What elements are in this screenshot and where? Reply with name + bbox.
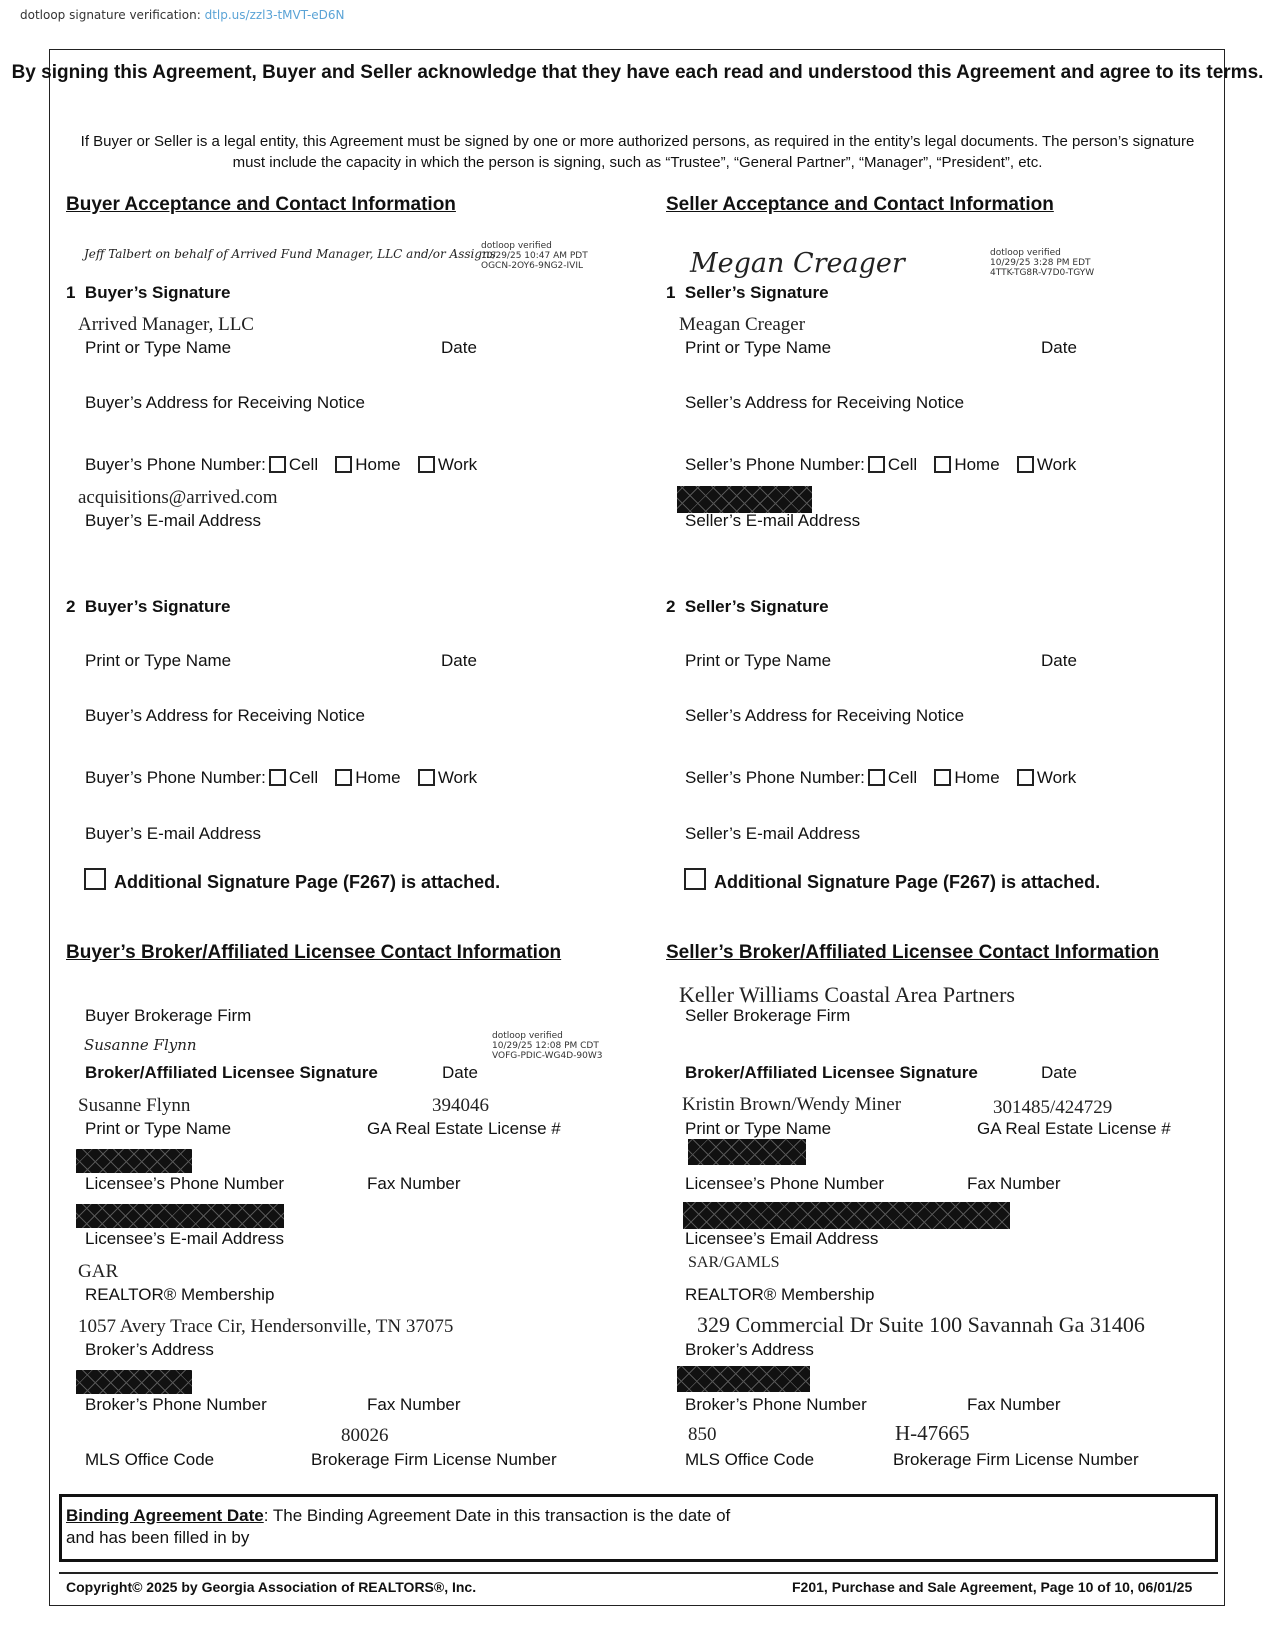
seller-additional-page-checkbox[interactable] — [684, 868, 706, 890]
seller1-signature-line — [666, 283, 829, 303]
seller2-work-checkbox[interactable] — [1017, 769, 1034, 786]
buyer-broker-signature-label: Broker/Affiliated Licensee Signature — [85, 1063, 378, 1082]
buyer1-cell-checkbox[interactable] — [269, 456, 286, 473]
buyer2-home-label: Home — [355, 768, 401, 787]
footer-rule — [59, 1572, 1218, 1574]
buyer1-home-checkbox[interactable] — [335, 456, 352, 473]
buyer-licensee-fax-label: Fax Number — [367, 1174, 461, 1193]
buyer-additional-page-label: Additional Signature Page (F267) is attached. — [114, 872, 501, 892]
seller2-work-label: Work — [1036, 768, 1077, 787]
seller-firm-license-value[interactable]: H-47665 — [895, 1421, 970, 1445]
buyer1-date-label: Date — [441, 338, 477, 357]
seller2-phone-row — [685, 768, 1076, 788]
buyer1-signature-image: Jeff Talbert on behalf of Arrived Fund Manager, LLC and/or Assigns — [84, 247, 496, 261]
verification-link[interactable]: dtlp.us/zzl3-tMVT-eD6N — [204, 8, 345, 22]
binding-agreement-line2: and has been filled in by — [66, 1528, 250, 1547]
binding-agreement-text: : The Binding Agreement Date in this transaction is the date of — [263, 1506, 731, 1525]
seller1-cell-label: Cell — [887, 455, 918, 474]
buyer1-signature-label: Buyer’s Signature — [84, 283, 231, 302]
buyer2-email-label: Buyer’s E-mail Address — [85, 824, 262, 843]
seller1-printed-name[interactable]: Meagan Creager — [679, 314, 806, 335]
buyer-broker-print-name-label: Print or Type Name — [85, 1119, 232, 1138]
seller-realtor-membership-label: REALTOR® Membership — [685, 1285, 875, 1304]
buyer-broker-license-number[interactable]: 394046 — [432, 1095, 489, 1116]
seller-realtor-membership-value[interactable]: SAR/GAMLS — [688, 1254, 780, 1271]
footer-copyright: Copyright© 2025 by Georgia Association of REALTORS®, Inc. — [66, 1579, 477, 1595]
buyer-firm-license-label: Brokerage Firm License Number — [311, 1450, 557, 1469]
seller2-address-label: Seller’s Address for Receiving Notice — [685, 706, 965, 725]
seller-firm-license-label: Brokerage Firm License Number — [893, 1450, 1139, 1469]
buyer2-cell-label: Cell — [288, 768, 319, 787]
seller1-email-label: Seller’s E-mail Address — [685, 511, 861, 530]
buyer1-address-label: Buyer’s Address for Receiving Notice — [85, 393, 366, 412]
seller2-email-label: Seller’s E-mail Address — [685, 824, 861, 843]
seller1-signature-image: Megan Creager — [690, 248, 905, 279]
buyer2-signature-line — [66, 597, 230, 617]
buyer1-work-label: Work — [437, 455, 478, 474]
seller1-address-label: Seller’s Address for Receiving Notice — [685, 393, 965, 412]
buyer-additional-page-checkbox[interactable] — [84, 868, 106, 890]
buyer-broker-fax-label: Fax Number — [367, 1395, 461, 1414]
seller2-phone-label: Seller’s Phone Number: — [685, 768, 865, 787]
seller2-home-checkbox[interactable] — [934, 769, 951, 786]
buyer2-number: 2 — [66, 597, 76, 616]
binding-agreement-line1 — [66, 1506, 730, 1526]
buyer1-print-name-label: Print or Type Name — [85, 338, 232, 357]
seller2-date-label: Date — [1041, 651, 1077, 670]
buyer1-number: 1 — [66, 283, 76, 302]
verification-label: dotloop signature verification: — [20, 8, 201, 22]
buyer-mls-office-code-label: MLS Office Code — [85, 1450, 215, 1469]
buyer-broker-heading: Buyer’s Broker/Affiliated Licensee Contact Information — [66, 942, 562, 963]
seller-broker-print-name-label: Print or Type Name — [685, 1119, 832, 1138]
buyer2-address-label: Buyer’s Address for Receiving Notice — [85, 706, 366, 725]
buyer-broker-printed-name[interactable]: Susanne Flynn — [78, 1095, 191, 1116]
seller-broker-phone-redaction — [677, 1366, 810, 1392]
buyer-realtor-membership-value[interactable]: GAR — [78, 1261, 119, 1282]
seller-licensee-fax-label: Fax Number — [967, 1174, 1061, 1193]
buyer2-home-checkbox[interactable] — [335, 769, 352, 786]
buyer1-work-checkbox[interactable] — [418, 456, 435, 473]
seller1-phone-row — [685, 455, 1076, 475]
buyer2-signature-label: Buyer’s Signature — [84, 597, 231, 616]
seller-broker-signature-label: Broker/Affiliated Licensee Signature — [685, 1063, 978, 1082]
seller2-signature-label: Seller’s Signature — [684, 597, 829, 616]
seller-mls-office-code-label: MLS Office Code — [685, 1450, 815, 1469]
seller1-date-label: Date — [1041, 338, 1077, 357]
seller1-phone-label: Seller’s Phone Number: — [685, 455, 865, 474]
seller-brokerage-firm-value[interactable]: Keller Williams Coastal Area Partners — [679, 982, 1015, 1007]
seller-broker-printed-name[interactable]: Kristin Brown/Wendy Miner — [682, 1094, 902, 1115]
seller-broker-heading: Seller’s Broker/Affiliated Licensee Contact Information — [666, 942, 1160, 963]
seller-broker-address-value[interactable]: 329 Commercial Dr Suite 100 Savannah Ga 31406 — [697, 1312, 1145, 1337]
buyer1-home-label: Home — [355, 455, 401, 474]
buyer1-email-value[interactable]: acquisitions@arrived.com — [78, 487, 278, 508]
buyer-realtor-membership-label: REALTOR® Membership — [85, 1285, 275, 1304]
seller-brokerage-firm-label: Seller Brokerage Firm — [685, 1006, 851, 1025]
buyer-licensee-phone-label: Licensee’s Phone Number — [85, 1174, 285, 1193]
buyer2-work-label: Work — [437, 768, 478, 787]
buyer1-phone-row — [85, 455, 477, 475]
seller1-dotloop-stamp: dotloop verified 10/29/25 3:28 PM EDT 4TTK-TG8R-V7D0-TGYW — [990, 248, 1095, 278]
seller1-signature-label: Seller’s Signature — [684, 283, 829, 302]
seller-licensee-phone-redaction — [688, 1139, 806, 1165]
buyer-licensee-email-redaction — [76, 1204, 284, 1228]
seller1-print-name-label: Print or Type Name — [685, 338, 832, 357]
seller-mls-office-code-value[interactable]: 850 — [688, 1424, 717, 1445]
seller1-home-label: Home — [954, 455, 1000, 474]
agreement-title: By signing this Agreement, Buyer and Seller acknowledge that they have each read and understood this Agreement and agree to its terms. — [11, 62, 1264, 83]
seller-broker-address-label: Broker’s Address — [685, 1340, 814, 1359]
seller-additional-page-label: Additional Signature Page (F267) is attached. — [714, 872, 1101, 892]
buyer2-date-label: Date — [441, 651, 477, 670]
seller-section-heading: Seller Acceptance and Contact Information — [666, 194, 1054, 215]
seller-broker-fax-label: Fax Number — [967, 1395, 1061, 1414]
buyer-broker-license-label: GA Real Estate License # — [367, 1119, 561, 1138]
seller-broker-license-label: GA Real Estate License # — [977, 1119, 1171, 1138]
buyer2-print-name-label: Print or Type Name — [85, 651, 232, 670]
buyer-licensee-email-label: Licensee’s E-mail Address — [85, 1229, 285, 1248]
buyer1-email-label: Buyer’s E-mail Address — [85, 511, 262, 530]
seller-broker-license-number[interactable]: 301485/424729 — [993, 1097, 1113, 1118]
seller2-cell-label: Cell — [887, 768, 918, 787]
footer-form-id: F201, Purchase and Sale Agreement, Page 10 of 10, 06/01/25 — [792, 1579, 1193, 1595]
seller-licensee-email-label: Licensee’s Email Address — [685, 1229, 879, 1248]
seller1-cell-checkbox[interactable] — [868, 456, 885, 473]
buyer-broker-address-value[interactable]: 1057 Avery Trace Cir, Hendersonville, TN 37075 — [78, 1316, 454, 1337]
buyer1-printed-name[interactable]: Arrived Manager, LLC — [78, 314, 254, 335]
seller-licensee-phone-label: Licensee’s Phone Number — [685, 1174, 885, 1193]
seller1-email-redaction — [677, 486, 812, 513]
buyer2-phone-label: Buyer’s Phone Number: — [85, 768, 266, 787]
buyer-broker-dotloop-stamp: dotloop verified 10/29/25 12:08 PM CDT VOFG-PDIC-WG4D-90W3 — [492, 1031, 603, 1061]
buyer2-cell-checkbox[interactable] — [269, 769, 286, 786]
seller1-number: 1 — [666, 283, 676, 302]
buyer-licensee-phone-redaction — [76, 1149, 192, 1173]
buyer2-work-checkbox[interactable] — [418, 769, 435, 786]
seller2-home-label: Home — [954, 768, 1000, 787]
legal-entity-note: If Buyer or Seller is a legal entity, this Agreement must be signed by one or more authorized persons, as required in the entity’s legal documents. The person’s signature must include the capacity in which the person is signing, such as “Trustee”, “General Partner”, “Manager”, “President”, etc. — [80, 133, 1195, 171]
seller-broker-phone-label: Broker’s Phone Number — [685, 1395, 867, 1414]
buyer-broker-phone-redaction — [76, 1370, 192, 1394]
seller2-cell-checkbox[interactable] — [868, 769, 885, 786]
seller2-signature-line — [666, 597, 829, 617]
seller2-print-name-label: Print or Type Name — [685, 651, 832, 670]
buyer2-phone-row — [85, 768, 477, 788]
buyer-firm-license-value[interactable]: 80026 — [341, 1425, 389, 1446]
buyer1-signature-line — [66, 283, 230, 303]
seller2-number: 2 — [666, 597, 676, 616]
buyer-broker-phone-label: Broker’s Phone Number — [85, 1395, 267, 1414]
seller1-home-checkbox[interactable] — [934, 456, 951, 473]
buyer1-phone-label: Buyer’s Phone Number: — [85, 455, 266, 474]
buyer1-cell-label: Cell — [288, 455, 319, 474]
seller-licensee-email-redaction — [683, 1202, 1010, 1229]
binding-agreement-label: Binding Agreement Date — [66, 1506, 264, 1525]
buyer-broker-date-label: Date — [442, 1063, 478, 1082]
seller-broker-date-label: Date — [1041, 1063, 1077, 1082]
buyer-broker-address-label: Broker’s Address — [85, 1340, 214, 1359]
buyer1-dotloop-stamp: dotloop verified 10/29/25 10:47 AM PDT OGCN-2OY6-9NG2-IVIL — [481, 241, 588, 271]
seller1-work-label: Work — [1036, 455, 1077, 474]
buyer-section-heading: Buyer Acceptance and Contact Information — [66, 194, 456, 215]
buyer-brokerage-firm-label: Buyer Brokerage Firm — [85, 1006, 252, 1025]
buyer-broker-signature-image: Susanne Flynn — [84, 1036, 197, 1054]
verification-line — [20, 8, 345, 22]
seller1-work-checkbox[interactable] — [1017, 456, 1034, 473]
